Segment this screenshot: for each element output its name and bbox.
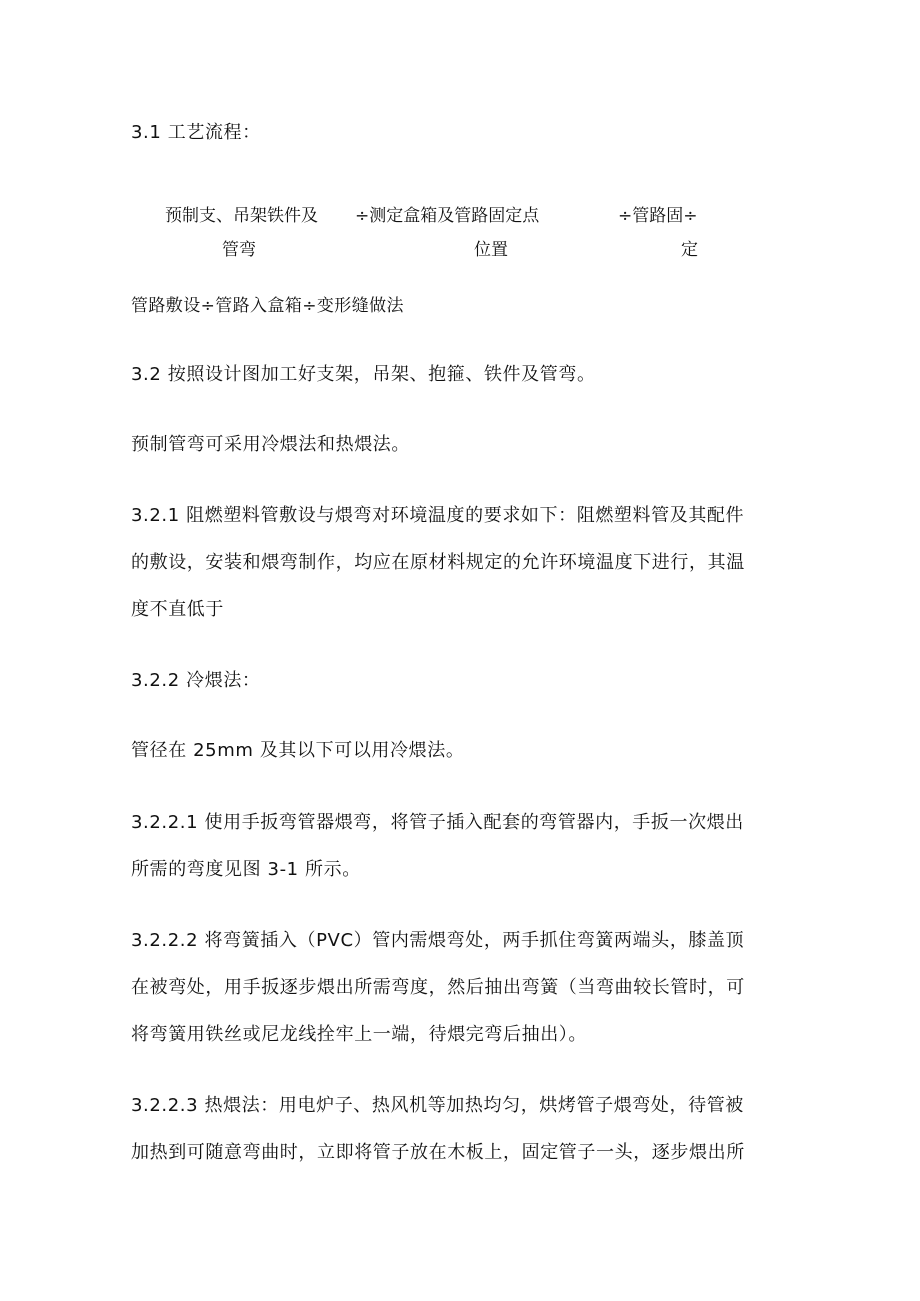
flow-step-3-cont: 定 (681, 240, 698, 260)
section-3-2: 3.2 按照设计图加工好支架，吊架、抱箍、铁件及管弯。 (131, 364, 596, 385)
paragraph-line: 度不直低于 (131, 599, 224, 620)
section-3-2-2-note: 管径在 25mm 及其以下可以用冷煨法。 (131, 740, 465, 761)
section-3-2-note: 预制管弯可采用冷煨法和热煨法。 (131, 434, 410, 455)
flow-line-2: 管路敷设÷管路入盒箱÷变形缝做法 (131, 296, 404, 316)
flow-step-2-cont: 位置 (474, 240, 508, 260)
section-3-2-2-heading: 3.2.2 冷煨法： (131, 670, 261, 691)
flow-step-1-cont: 管弯 (222, 240, 256, 260)
paragraph-line: 3.2.1 阻燃塑料管敷设与煨弯对环境温度的要求如下：阻燃塑料管及其配件 (131, 505, 745, 526)
section-3-1-heading: 3.1 工艺流程： (131, 122, 261, 143)
flow-step-3: ÷管路固÷ (618, 206, 698, 226)
paragraph-line: 所需的弯度见图 3-1 所示。 (131, 859, 361, 880)
paragraph-line: 将弯簧用铁丝或尼龙线拴牢上一端，待煨完弯后抽出）。 (131, 1024, 587, 1045)
paragraph-line: 3.2.2.1 使用手扳弯管器煨弯，将管子插入配套的弯管器内，手扳一次煨出 (131, 812, 744, 833)
flow-step-2: ÷测定盒箱及管路固定点 (355, 206, 540, 226)
paragraph-line: 在被弯处，用手扳逐步煨出所需弯度，然后抽出弯簧（当弯曲较长管时，可 (131, 977, 745, 998)
flow-step-1: 预制支、吊架铁件及 (165, 206, 318, 226)
paragraph-line: 3.2.2.3 热煨法：用电炉子、热风机等加热均匀，烘烤管子煨弯处，待管被 (131, 1095, 744, 1116)
paragraph-line: 3.2.2.2 将弯簧插入（PVC）管内需煨弯处，两手抓住弯簧两端头，膝盖顶 (131, 930, 745, 951)
paragraph-line: 的敷设，安装和煨弯制作，均应在原材料规定的允许环境温度下进行，其温 (131, 552, 745, 573)
paragraph-line: 加热到可随意弯曲时，立即将管子放在木板上，固定管子一头，逐步煨出所 (131, 1142, 745, 1163)
